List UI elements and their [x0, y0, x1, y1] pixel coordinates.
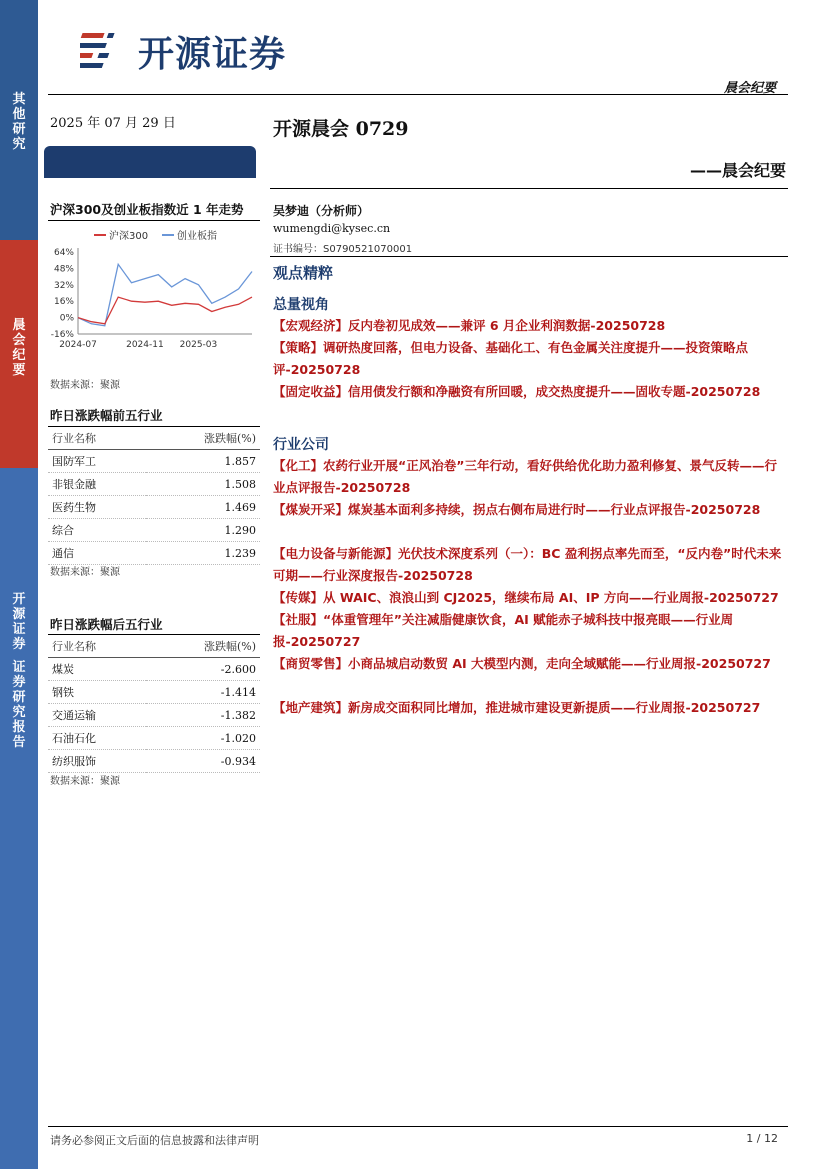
table-row [48, 727, 260, 750]
change-pct-cell: 1.290 [146, 519, 260, 542]
report-tag: 【地产建筑】 [273, 700, 349, 715]
top-table-header-row [48, 427, 260, 450]
title-rule [270, 188, 788, 189]
report-title: 信用债发行额和净融资有所回暖，成交热度提升——固收专题-20250728 [348, 384, 761, 399]
bottom-table-header-row [48, 635, 260, 658]
report-title: 调研热度回落，但电力设备、基础化工、有色金属关注度提升——投资策略点评-20250728 [273, 340, 749, 377]
page-subtitle: ——晨会纪要 [689, 161, 786, 180]
table-header-cell: 行业名称 [48, 635, 146, 658]
industry-name-cell: 国防军工 [48, 450, 146, 473]
table-row [48, 704, 260, 727]
chart-title-rule [48, 220, 260, 221]
table-row [48, 658, 260, 681]
sidebar-middle-band [0, 240, 38, 468]
legend-label: 沪深300 [109, 231, 149, 242]
report-tag: 【电力设备与新能源】 [273, 546, 399, 561]
y-tick-label: 0% [59, 313, 74, 324]
report-tag: 【煤炭开采】 [273, 502, 349, 517]
series-line-cyb [78, 264, 252, 326]
report-link[interactable] [273, 609, 788, 653]
report-tag: 【传媒】 [273, 590, 324, 605]
table-header-cell: 涨跌幅(%) [146, 427, 260, 450]
report-title: 农药行业开展“正风治卷”三年行动，看好供给优化助力盈利修复、景气反转——行业点评报告-20250728 [273, 458, 777, 495]
y-tick-label: 64% [53, 248, 74, 258]
change-pct-cell: -1.020 [146, 727, 260, 750]
logo-mark-icon [80, 29, 130, 73]
industry-name-cell: 医药生物 [48, 496, 146, 519]
report-link[interactable] [273, 499, 788, 521]
change-pct-cell: 1.857 [146, 450, 260, 473]
sidebar-bottom-label-2: 证 券 研 究 报 告 [12, 660, 26, 750]
table-header-cell: 行业名称 [48, 427, 146, 450]
top-table-source: 数据来源：聚源 [50, 567, 120, 578]
industry-heading: 行业公司 [273, 437, 329, 453]
change-pct-cell: 1.508 [146, 473, 260, 496]
page-title: 开源晨会 0729 [273, 118, 409, 140]
x-tick-label: 2024-07 [59, 340, 97, 350]
analyst-email: wumengdi@kysec.cn [273, 222, 391, 235]
analyst-cert: 证书编号：S0790521070001 [273, 244, 413, 255]
report-title: 反内卷初见成效——兼评 6 月企业利润数据-20250728 [348, 318, 666, 333]
industry-name-cell: 钢铁 [48, 681, 146, 704]
y-tick-label: 16% [53, 297, 74, 308]
footer-page: 1 / 12 [746, 1132, 778, 1145]
table-row [48, 450, 260, 473]
report-link[interactable] [273, 455, 788, 499]
chart-source: 数据来源：聚源 [50, 380, 120, 391]
change-pct-cell: -1.414 [146, 681, 260, 704]
report-link[interactable] [273, 381, 788, 403]
report-tag: 【固定收益】 [273, 384, 349, 399]
report-title: 光伏技术深度系列（一）：BC 盈利拐点率先而至，“反内卷”时代未来可期——行业深度报告-20250728 [273, 546, 782, 583]
left-sidebar [0, 0, 38, 1169]
analyst-rule [270, 256, 788, 257]
report-title: 小商品城启动数贸 AI 大模型内测，走向全域赋能——行业周报-20250727 [348, 656, 771, 671]
table-row [48, 542, 260, 565]
industry-name-cell: 非银金融 [48, 473, 146, 496]
sidebar-middle-label: 晨 会 纪 要 [12, 318, 26, 378]
report-link[interactable] [273, 543, 788, 587]
chart-title: 沪深300及创业板指数近 1 年走势 [50, 202, 244, 217]
report-title: “体重管理年”关注减脂健康饮食，AI 赋能赤子城科技中报亮眼——行业周报-20250727 [273, 612, 734, 649]
top-table-title: 昨日涨跌幅前五行业 [50, 408, 163, 423]
report-tag: 【化工】 [273, 458, 324, 473]
table-row [48, 519, 260, 542]
series-line-hs300 [78, 297, 252, 324]
change-pct-cell: -1.382 [146, 704, 260, 727]
bottom-table-source: 数据来源：聚源 [50, 776, 120, 787]
table-row [48, 750, 260, 773]
table-row [48, 473, 260, 496]
y-tick-label: 32% [53, 280, 74, 291]
industry-name-cell: 煤炭 [48, 658, 146, 681]
report-tag: 【策略】 [273, 340, 324, 355]
sidebar-bottom-band [0, 468, 38, 1169]
report-title: 从 WAIC、浪浪山到 CJ2025，继续布局 AI、IP 方向——行业周报-20250727 [323, 590, 779, 605]
footer-disclaimer: 请务必参阅正文后面的信息披露和法律声明 [50, 1134, 259, 1147]
report-title: 新房成交面积同比增加，推进城市建设更新提质——行业周报-20250727 [348, 700, 761, 715]
top-industry-table [48, 427, 260, 565]
analyst-name: 吴梦迪（分析师） [273, 204, 370, 218]
industry-name-cell: 通信 [48, 542, 146, 565]
header-right-label: 晨会纪要 [723, 81, 776, 96]
industry-name-cell: 纺织服饰 [48, 750, 146, 773]
report-title: 煤炭基本面利多持续，拐点右侧布局进行时——行业点评报告-20250728 [348, 502, 761, 517]
table-row [48, 496, 260, 519]
main-heading: 观点精粹 [273, 264, 334, 282]
industry-name-cell: 交通运输 [48, 704, 146, 727]
x-tick-label: 2025-03 [179, 340, 218, 350]
report-link[interactable] [273, 587, 788, 609]
index-trend-chart [44, 224, 260, 368]
y-tick-label: -16% [50, 330, 74, 340]
change-pct-cell: -2.600 [146, 658, 260, 681]
report-tag: 【商贸零售】 [273, 656, 349, 671]
header-rule [48, 94, 788, 95]
report-link[interactable] [273, 697, 788, 719]
brand-name: 开源证券 [138, 33, 287, 75]
macro-heading: 总量视角 [273, 297, 329, 313]
table-header-cell: 涨跌幅(%) [146, 635, 260, 658]
report-link[interactable] [273, 315, 788, 337]
report-tag: 【社服】 [273, 612, 324, 627]
legend-label: 创业板指 [177, 231, 217, 242]
change-pct-cell: 1.239 [146, 542, 260, 565]
sidebar-bottom-label-1: 开 源 证 券 [12, 592, 26, 652]
y-tick-label: 48% [53, 264, 74, 275]
change-pct-cell: -0.934 [146, 750, 260, 773]
date-banner [44, 146, 256, 178]
report-date: 2025 年 07 月 29 日 [50, 116, 176, 131]
sidebar-top-label: 其 他 研 究 [12, 92, 26, 152]
industry-name-cell: 石油石化 [48, 727, 146, 750]
sidebar-top-band [0, 0, 38, 240]
bottom-industry-table [48, 635, 260, 773]
table-row [48, 681, 260, 704]
report-link[interactable] [273, 653, 788, 675]
report-link[interactable] [273, 337, 788, 381]
change-pct-cell: 1.469 [146, 496, 260, 519]
bottom-table-title: 昨日涨跌幅后五行业 [50, 617, 163, 632]
industry-name-cell: 综合 [48, 519, 146, 542]
x-tick-label: 2024-11 [126, 340, 164, 350]
brand-logo [80, 26, 286, 76]
report-tag: 【宏观经济】 [273, 318, 349, 333]
footer-rule [48, 1126, 788, 1127]
